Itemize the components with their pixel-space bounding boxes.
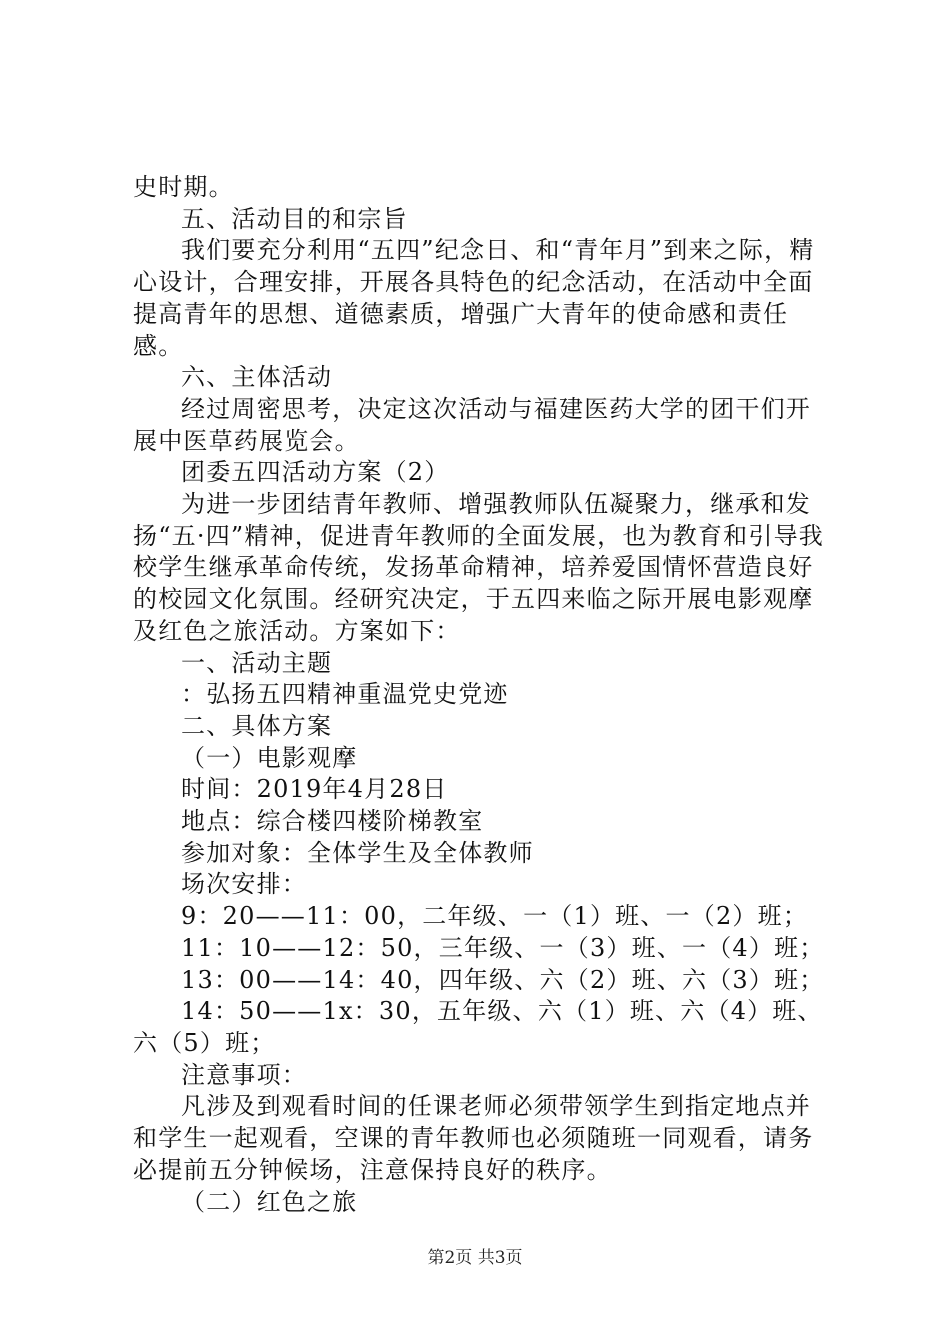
paragraph: 注意事项： xyxy=(181,1060,307,1089)
paragraph: 14：50——1x：30，五年级、六（1）班、六（4）班、六（5）班； xyxy=(133,997,823,1057)
paragraph: 9：20——11：00，二年级、一（1）班、一（2）班； xyxy=(181,902,809,931)
paragraph: 场次安排： xyxy=(181,870,307,899)
paragraph: 我们要充分利用“五四”纪念日、和“青年月”到来之际，精心设计，合理安排，开展各具特色的纪念活动，在活动中全面提高青年的思想、道德素质，增强广大青年的使命感和责任感。 xyxy=(133,236,815,360)
paragraph: 参加对象：全体学生及全体教师 xyxy=(181,838,534,867)
paragraph: 为进一步团结青年教师、增强教师队伍凝聚力，继承和发扬“五·四”精神，促进青年教师的全面发展，也为教育和引导我校学生继承革命传统，发扬革命精神，培养爱国情怀营造良好的校园文化氛围。经研究决定，于五四来临之际开展电影观摩及红色之旅活动。方案如下： xyxy=(133,490,824,645)
paragraph: 经过周密思考，决定这次活动与福建医药大学的团干们开展中医草药展览会。 xyxy=(133,394,811,455)
paragraph: 11：10——12：50，三年级、一（3）班、一（4）班； xyxy=(181,933,825,962)
paragraph: （二）红色之旅 xyxy=(181,1187,358,1216)
paragraph: 团委五四活动方案（2） xyxy=(181,458,450,487)
paragraph: 二、具体方案 xyxy=(181,711,333,740)
page-footer: 第2页 共3页 xyxy=(427,1248,523,1268)
document-body xyxy=(133,172,833,1218)
paragraph: 六、主体活动 xyxy=(181,363,333,392)
paragraph: 凡涉及到观看时间的任课老师必须带领学生到指定地点并和学生一起观看，空课的青年教师也必须随班一同观看，请务必提前五分钟候场，注意保持良好的秩序。 xyxy=(133,1092,814,1184)
paragraph: ：弘扬五四精神重温党史党迹 xyxy=(181,680,509,709)
paragraph: 时间：2019年4月28日 xyxy=(181,775,448,804)
paragraph: 史时期。 xyxy=(133,173,234,201)
paragraph: （一）电影观摩 xyxy=(181,743,358,772)
paragraph: 五、活动目的和宗旨 xyxy=(181,204,408,233)
paragraph: 地点：综合楼四楼阶梯教室 xyxy=(181,807,484,836)
paragraph: 一、活动主题 xyxy=(181,648,333,677)
paragraph: 13：00——14：40，四年级、六（2）班、六（3）班； xyxy=(181,965,825,994)
